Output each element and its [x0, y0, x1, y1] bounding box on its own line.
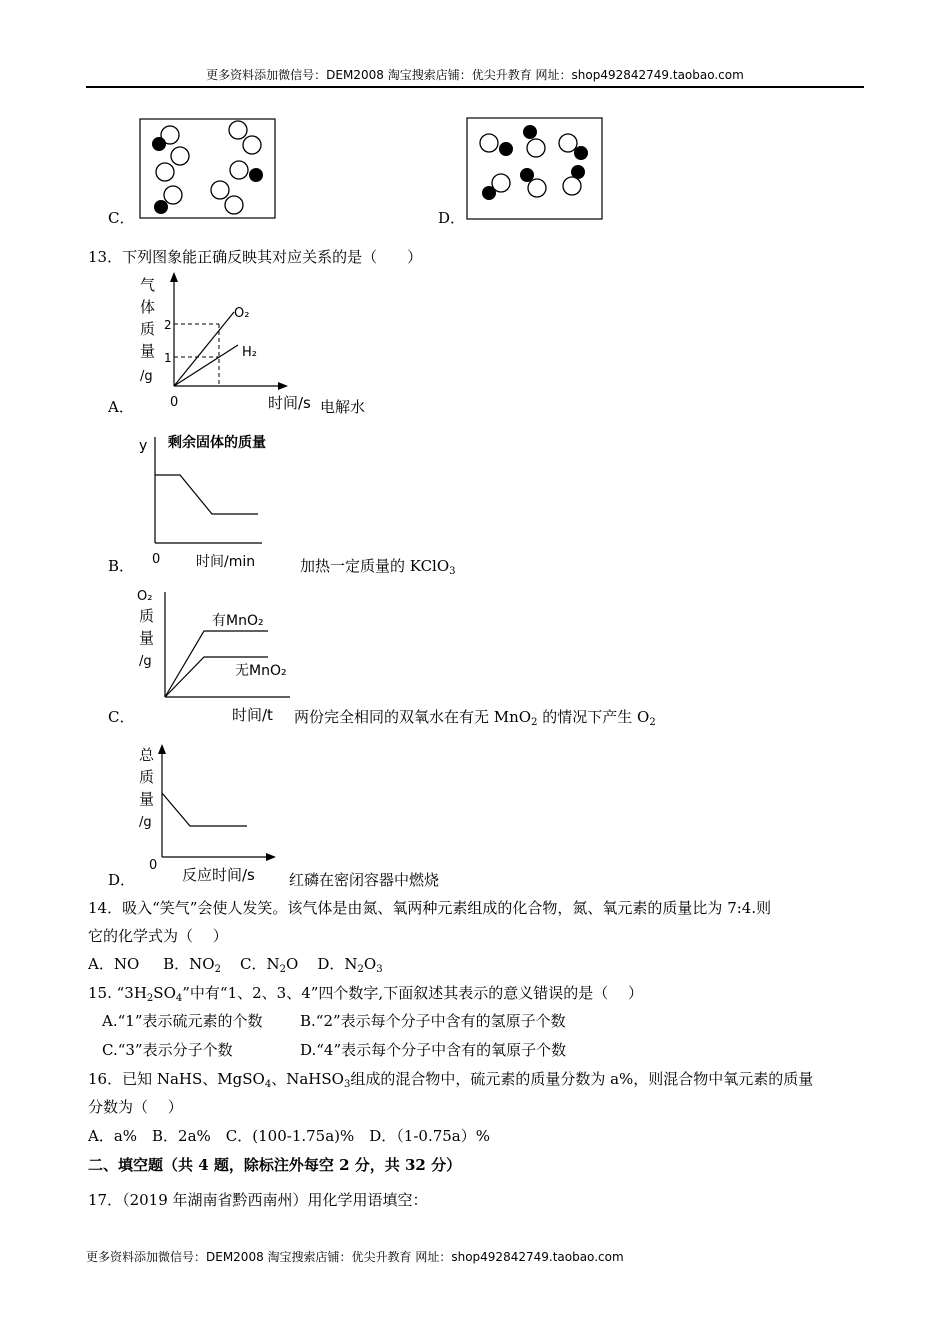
- graph-a-tick-1: 1: [164, 351, 172, 365]
- page-footer: 更多资料添加微信号：DEM2008 淘宝搜索店铺：优尖升教育 网址：shop492842749.taobao.com: [86, 1250, 624, 1264]
- q14-stem-line1: 14．吸入“笑气”会使人发笑。该气体是由氮、氧两种元素组成的化合物，氮、氧元素的质量比为 7:4.则: [88, 899, 772, 917]
- graph-c-xlabel: 时间/t: [232, 706, 273, 724]
- q15-option-b: B.“2”表示每个分子中含有的氢原子个数: [300, 1012, 566, 1030]
- graph-a-ylabel-2: 体: [140, 298, 156, 316]
- graph-c-ylabel-2: 质: [139, 607, 155, 625]
- graph-c-ylabel-1: O₂: [137, 589, 153, 604]
- q13-option-d-label: D．: [108, 871, 136, 889]
- graph-d-origin: 0: [149, 858, 158, 873]
- page-header: 更多资料添加微信号：DEM2008 淘宝搜索店铺：优尖升教育 网址：shop492842749.taobao.com: [206, 68, 744, 82]
- q16-stem-line2: 分数为（ ）: [88, 1098, 183, 1116]
- graph-a-series-h2: H₂: [242, 345, 257, 360]
- q13-option-c-label: C．: [108, 708, 135, 726]
- graph-a-xlabel: 时间/s: [268, 394, 311, 412]
- graph-a-series-o2: O₂: [234, 306, 250, 321]
- graph-a-origin: 0: [170, 395, 179, 410]
- q12-option-d-label: D．: [438, 209, 466, 227]
- q14-options: A．NO B．$NO_2$ C．$N_2O$ D．$N_2O_3$: [88, 955, 383, 975]
- graph-b-origin: 0: [152, 552, 161, 567]
- graph-a-ylabel-3: 质: [140, 320, 156, 338]
- graph-b-xlabel: 时间/min: [196, 554, 256, 570]
- graph-d-xlabel: 反应时间/s: [182, 866, 255, 884]
- graph-c-series-without: 无MnO₂: [235, 663, 287, 679]
- q13-option-c-caption: 两份完全相同的双氧水在有无 MnO$_2$ 的情况下产生 $O_2$: [294, 708, 656, 728]
- section-2-title: 二、填空题（共 4 题，除标注外每空 2 分，共 32 分）: [88, 1156, 462, 1174]
- graph-a-ylabel-5: /g: [140, 369, 153, 384]
- graph-a-ylabel-4: 量: [140, 342, 156, 360]
- graph-c-series-with: 有MnO₂: [212, 613, 264, 629]
- q13-option-b-caption: 加热一定质量的 KClO$_3$: [300, 557, 456, 577]
- q16-options: A．a% B．2a% C．(100-1.75a)% D．（1-0.75a）%: [88, 1127, 490, 1145]
- q15-option-a: A.“1”表示硫元素的个数: [102, 1012, 263, 1030]
- graph-d-ylabel-3: 量: [139, 790, 155, 808]
- graph-b-title: 剩余固体的质量: [168, 435, 266, 451]
- q12-option-c-label: C．: [108, 209, 135, 227]
- q15-option-c: C.“3”表示分子个数: [102, 1041, 233, 1059]
- q13-option-d-caption: 红磷在密闭容器中燃烧: [289, 871, 440, 889]
- graph-a-tick-2: 2: [164, 318, 172, 332]
- graph-c-ylabel-3: 量: [139, 629, 155, 647]
- graph-d-ylabel-1: 总: [139, 746, 155, 764]
- q17-stem: 17．（2019 年湖南省黔西南州）用化学用语填空：: [88, 1191, 428, 1209]
- graph-c-ylabel-4: /g: [139, 654, 152, 669]
- q15-option-d: D.“4”表示每个分子中含有的氧原子个数: [300, 1041, 567, 1059]
- q13-stem: 13．下列图象能正确反映其对应关系的是（ ）: [88, 248, 423, 266]
- q13-option-b-label: B．: [108, 557, 135, 575]
- q15-stem: 15. “$3H_2SO_4$”中有“1、2、3、4”四个数字,下面叙述其表示的意义错误的是（ ）: [88, 984, 643, 1004]
- q14-stem-line2: 它的化学式为（ ）: [88, 927, 228, 945]
- graph-d-ylabel-4: /g: [139, 815, 152, 830]
- q13-option-a-label: A．: [108, 398, 134, 416]
- graph-d-ylabel-2: 质: [139, 768, 155, 786]
- graph-b-ylabel: y: [139, 438, 148, 454]
- q16-stem-line1: 16．已知 NaHS、MgSO$_4$、NaHSO$_3$组成的混合物中，硫元素的质量分数为 a%，则混合物中氧元素的质量: [88, 1070, 814, 1090]
- q13-option-a-caption: 电解水: [320, 398, 366, 416]
- graph-a-ylabel-1: 气: [140, 276, 156, 294]
